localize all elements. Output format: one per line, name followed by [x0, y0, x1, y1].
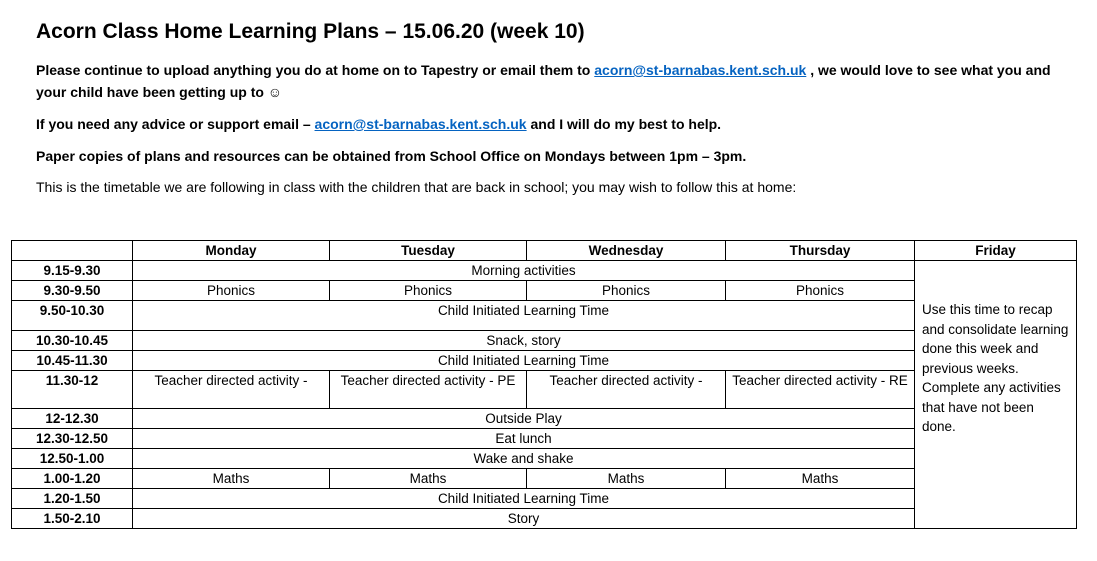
time-cell: 10.45-11.30 [12, 351, 133, 371]
time-cell: 12-12.30 [12, 409, 133, 429]
span-cell: Child Initiated Learning Time [133, 351, 915, 371]
time-cell: 9.50-10.30 [12, 301, 133, 331]
time-cell: 10.30-10.45 [12, 331, 133, 351]
upload-paragraph [36, 59, 1076, 103]
wednesday-cell: Phonics [527, 281, 726, 301]
header-thursday: Thursday [726, 241, 915, 261]
thursday-cell: Maths [726, 469, 915, 489]
time-cell: 1.00-1.20 [12, 469, 133, 489]
thursday-cell: Teacher directed activity - RE [726, 371, 915, 409]
upload-email-link[interactable]: acorn@st-barnabas.kent.sch.uk [594, 62, 807, 78]
span-cell: Eat lunch [133, 429, 915, 449]
span-cell: Outside Play [133, 409, 915, 429]
upload-text-after: , we would love to see what you and your child have been getting up to ☺ [36, 62, 1051, 100]
time-cell: 9.15-9.30 [12, 261, 133, 281]
header-friday: Friday [915, 241, 1077, 261]
monday-cell: Maths [133, 469, 330, 489]
header-monday: Monday [133, 241, 330, 261]
span-cell: Morning activities [133, 261, 915, 281]
time-cell: 11.30-12 [12, 371, 133, 409]
advice-text-before: If you need any advice or support email – [36, 116, 315, 132]
header-tuesday: Tuesday [330, 241, 527, 261]
wednesday-cell: Maths [527, 469, 726, 489]
span-cell: Child Initiated Learning Time [133, 301, 915, 331]
advice-email-link[interactable]: acorn@st-barnabas.kent.sch.uk [314, 116, 527, 132]
friday-note: Use this time to recap and consolidate learning done this week and previous weeks. Complete any activities that have not been done. [915, 261, 1077, 529]
time-cell: 9.30-9.50 [12, 281, 133, 301]
monday-cell: Teacher directed activity - [133, 371, 330, 409]
time-cell: 12.50-1.00 [12, 449, 133, 469]
paper-copies-paragraph: Paper copies of plans and resources can be obtained from School Office on Mondays between 1pm – 3pm. [36, 148, 747, 164]
tuesday-cell: Maths [330, 469, 527, 489]
time-cell: 12.30-12.50 [12, 429, 133, 449]
span-cell: Snack, story [133, 331, 915, 351]
page-title: Acorn Class Home Learning Plans – 15.06.20 (week 10) [36, 20, 585, 43]
tuesday-cell: Phonics [330, 281, 527, 301]
time-cell: 1.20-1.50 [12, 489, 133, 509]
timetable-header-row [12, 241, 1077, 261]
span-cell: Story [133, 509, 915, 529]
header-wednesday: Wednesday [527, 241, 726, 261]
timetable-intro-paragraph: This is the timetable we are following in class with the children that are back in school; you may wish to follow this at home: [36, 179, 797, 195]
header-time [12, 241, 133, 261]
span-cell: Wake and shake [133, 449, 915, 469]
wednesday-cell: Teacher directed activity - [527, 371, 726, 409]
timetable [11, 240, 1077, 529]
time-cell: 1.50-2.10 [12, 509, 133, 529]
span-cell: Child Initiated Learning Time [133, 489, 915, 509]
monday-cell: Phonics [133, 281, 330, 301]
upload-text-before: Please continue to upload anything you do at home on to Tapestry or email them to [36, 62, 595, 78]
advice-paragraph [36, 113, 721, 135]
advice-text-after: and I will do my best to help. [526, 116, 722, 132]
thursday-cell: Phonics [726, 281, 915, 301]
table-row [12, 261, 1077, 281]
tuesday-cell: Teacher directed activity - PE [330, 371, 527, 409]
